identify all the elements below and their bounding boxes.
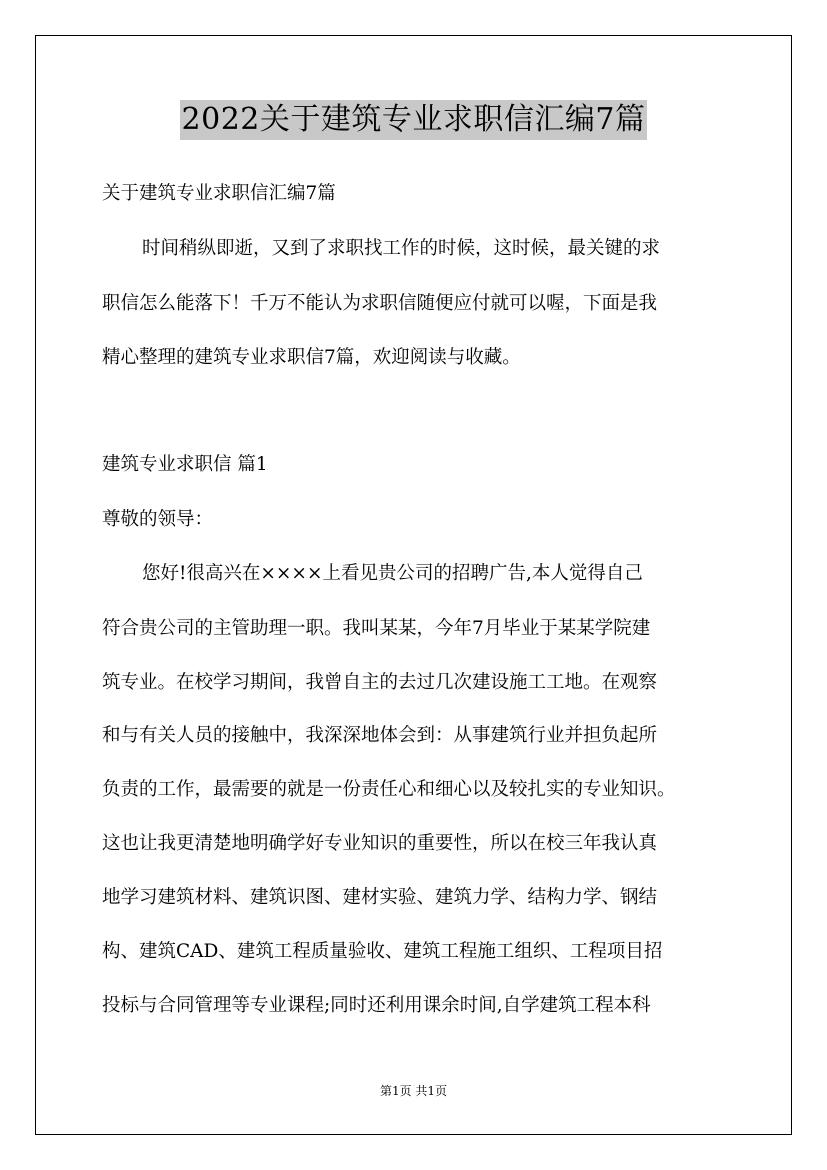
body-line-9: 投标与合同管理等专业课程;同时还利用课余时间,自学建筑工程本科 <box>102 995 651 1016</box>
body-line-1: 您好!很高兴在××××上看见贵公司的招聘广告,本人觉得自己 <box>142 563 643 584</box>
intro-line-2: 职信怎么能落下！千万不能认为求职信随便应付就可以喔，下面是我 <box>102 293 658 314</box>
document-title: 2022关于建筑专业求职信汇编7篇 <box>180 100 648 140</box>
intro-line-1: 时间稍纵即逝，又到了求职找工作的时候，这时候，最关键的求 <box>142 238 661 259</box>
intro-line-3: 精心整理的建筑专业求职信7篇，欢迎阅读与收藏。 <box>102 347 521 368</box>
body-line-3: 筑专业。在校学习期间，我曾自主的去过几次建设施工工地。在观察 <box>102 672 658 693</box>
body-line-4: 和与有关人员的接触中，我深深地体会到：从事建筑行业并担负起所 <box>102 725 658 746</box>
page-number-footer: 第1页 共1页 <box>379 1084 448 1098</box>
title-container <box>0 100 827 140</box>
body-line-2: 符合贵公司的主管助理一职。我叫某某，今年7月毕业于某某学院建 <box>102 618 651 639</box>
body-line-5: 负责的工作，最需要的就是一份责任心和细心以及较扎实的专业知识。 <box>102 779 676 800</box>
body-line-6: 这也让我更清楚地明确学好专业知识的重要性，所以在校三年我认真 <box>102 833 658 854</box>
body-line-7: 地学习建筑材料、建筑识图、建材实验、建筑力学、结构力学、钢结 <box>102 887 658 908</box>
document-subtitle: 关于建筑专业求职信汇编7篇 <box>102 183 336 204</box>
section-heading: 建筑专业求职信 篇1 <box>102 454 268 475</box>
salutation: 尊敬的领导： <box>102 509 214 530</box>
body-line-8: 构、建筑CAD、建筑工程质量验收、建筑工程施工组织、工程项目招 <box>102 941 663 962</box>
